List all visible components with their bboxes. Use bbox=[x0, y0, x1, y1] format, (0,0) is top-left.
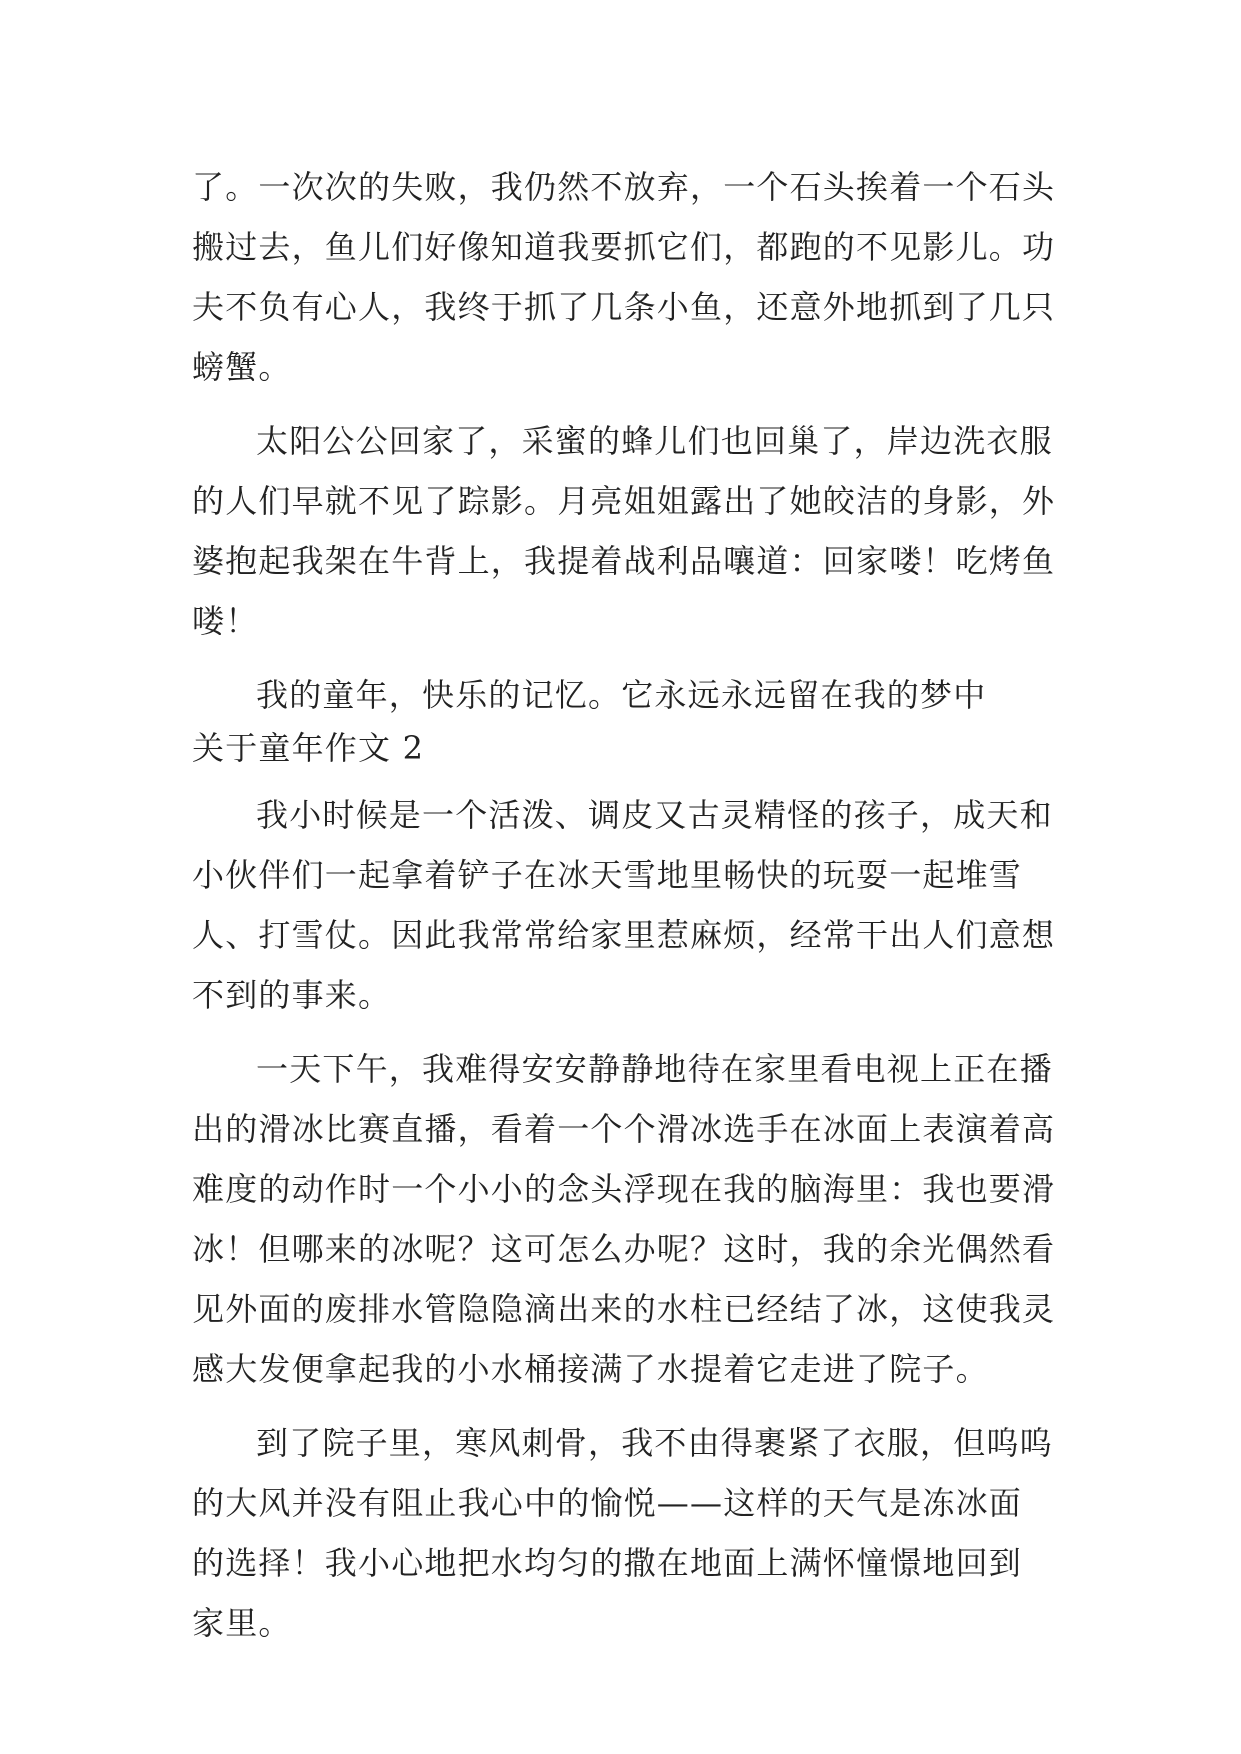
text-line: 不到的事来。 bbox=[192, 976, 392, 1014]
text-line: 了。一次次的失败，我仍然不放弃，一个石头挨着一个石头 bbox=[192, 168, 1056, 206]
text-line: 冰！但哪来的冰呢？这可怎么办呢？这时，我的余光偶然看 bbox=[192, 1230, 1056, 1268]
paragraph-3 bbox=[192, 665, 1058, 725]
text-line: 难度的动作时一个小小的念头浮现在我的脑海里：我也要滑 bbox=[192, 1170, 1056, 1208]
document-page bbox=[192, 157, 1058, 1653]
text-line: 我小时候是一个活泼、调皮又古灵精怪的孩子，成天和 bbox=[256, 796, 1053, 834]
text-line: 的人们早就不见了踪影。月亮姐姐露出了她皎洁的身影，外 bbox=[192, 482, 1056, 520]
paragraph-5 bbox=[192, 1039, 1058, 1399]
text-line: 小伙伴们一起拿着铲子在冰天雪地里畅快的玩耍一起堆雪 bbox=[192, 856, 1023, 894]
text-line: 婆抱起我架在牛背上，我提着战利品嚷道：回家喽！吃烤鱼 bbox=[192, 542, 1056, 580]
text-line: 家里。 bbox=[192, 1604, 292, 1642]
section-heading: 关于童年作文 2 bbox=[192, 729, 425, 767]
text-line: 喽！ bbox=[192, 602, 259, 640]
text-line: 的选择！我小心地把水均匀的撒在地面上满怀憧憬地回到 bbox=[192, 1544, 1023, 1582]
text-line: 到了院子里，寒风刺骨，我不由得裹紧了衣服，但呜呜 bbox=[256, 1424, 1053, 1462]
text-line: 搬过去，鱼儿们好像知道我要抓它们，都跑的不见影儿。功 bbox=[192, 228, 1056, 266]
text-line: 的大风并没有阻止我心中的愉悦——这样的天气是冻冰面 bbox=[192, 1484, 1023, 1522]
paragraph-6 bbox=[192, 1413, 1058, 1653]
text-line: 出的滑冰比赛直播，看着一个个滑冰选手在冰面上表演着高 bbox=[192, 1110, 1056, 1148]
text-line: 我的童年，快乐的记忆。它永远永远留在我的梦中 bbox=[256, 676, 987, 714]
text-line: 夫不负有心人，我终于抓了几条小鱼，还意外地抓到了几只 bbox=[192, 288, 1056, 326]
paragraph-1 bbox=[192, 157, 1058, 397]
paragraph-2 bbox=[192, 411, 1058, 651]
text-line: 人、打雪仗。因此我常常给家里惹麻烦，经常干出人们意想 bbox=[192, 916, 1056, 954]
text-line: 一天下午，我难得安安静静地待在家里看电视上正在播 bbox=[256, 1050, 1053, 1088]
text-line: 见外面的废排水管隐隐滴出来的水柱已经结了冰，这使我灵 bbox=[192, 1290, 1056, 1328]
text-line: 太阳公公回家了，采蜜的蜂儿们也回巢了，岸边洗衣服 bbox=[256, 422, 1053, 460]
text-line: 感大发便拿起我的小水桶接满了水提着它走进了院子。 bbox=[192, 1350, 989, 1388]
text-line: 螃蟹。 bbox=[192, 348, 292, 386]
paragraph-4 bbox=[192, 785, 1058, 1025]
